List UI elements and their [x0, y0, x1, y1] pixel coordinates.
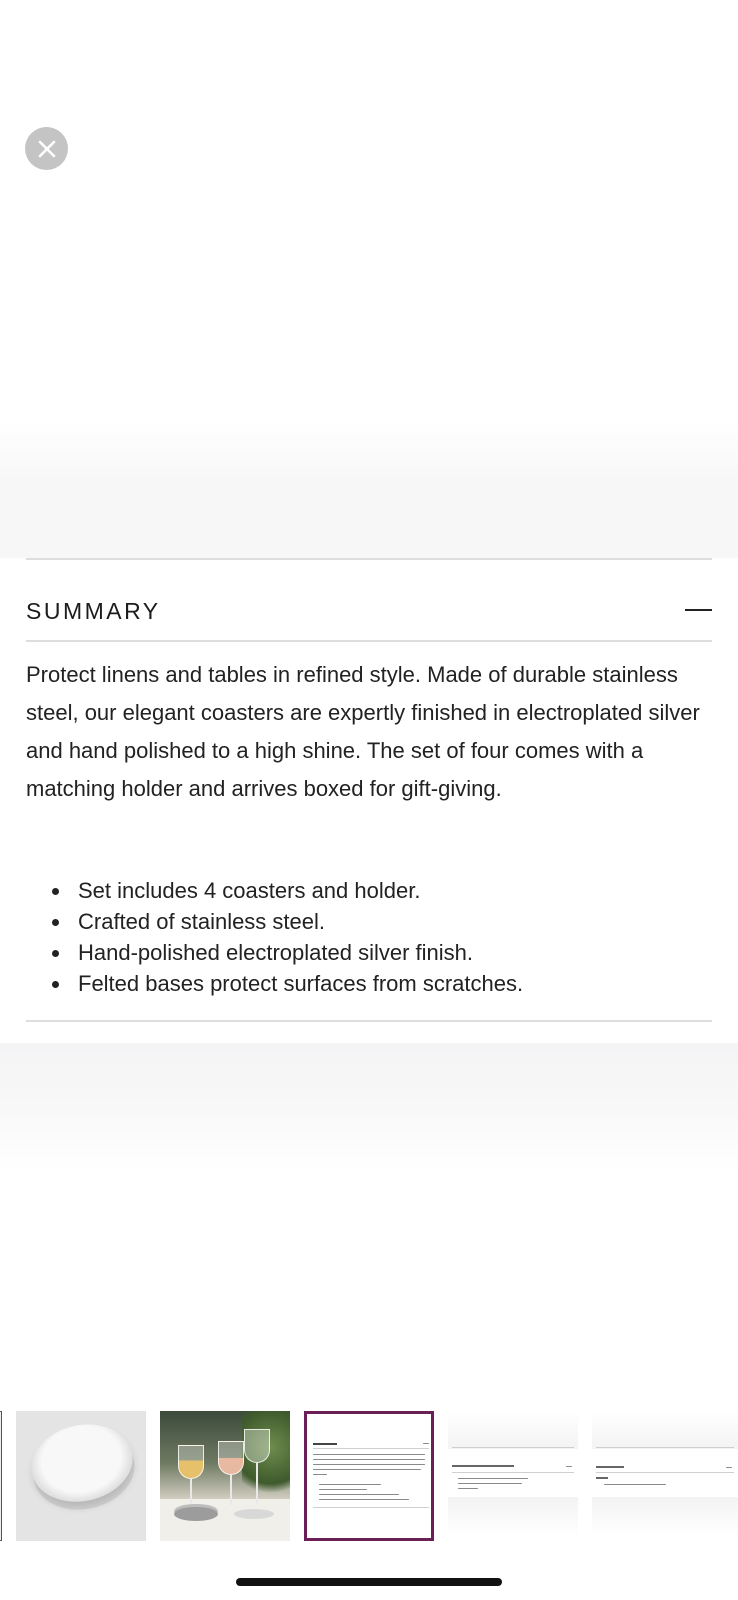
glass-stem [230, 1475, 232, 1505]
thumbnail-dimensions[interactable] [448, 1411, 578, 1541]
table-surface [160, 1499, 290, 1541]
mini-divider [313, 1507, 429, 1508]
wine-glass [244, 1429, 270, 1463]
glass-stem [190, 1479, 192, 1509]
mini-minus [726, 1467, 732, 1468]
mini-divider [452, 1447, 574, 1448]
mini-text-line [313, 1454, 425, 1455]
mini-bullet-line [319, 1489, 367, 1490]
feature-list [48, 875, 708, 999]
mini-bullet-line [604, 1484, 666, 1485]
mini-bullet-line [319, 1494, 399, 1495]
divider-top [26, 558, 712, 560]
mini-bullet-line [458, 1483, 522, 1484]
mini-text-line [313, 1459, 425, 1460]
mini-heading [313, 1443, 337, 1445]
feature-item: Hand-polished electroplated silver finish. [48, 937, 708, 968]
thumbnail-previous[interactable] [0, 1411, 2, 1541]
mini-divider [313, 1448, 429, 1449]
mini-text-line [313, 1464, 425, 1465]
wine-glass [178, 1445, 204, 1479]
mini-divider [452, 1472, 574, 1473]
mini-divider [596, 1447, 734, 1448]
mini-bullet-line [319, 1499, 409, 1500]
blur-top [592, 1411, 738, 1449]
thumbnail-use-care[interactable] [592, 1411, 738, 1541]
mini-bullet-line [319, 1484, 381, 1485]
summary-description: Protect linens and tables in refined style. Made of durable stainless steel, our elegant coasters are expertly finished in electroplated silver and hand polished to a high shine. The set of four comes with a matching holder and arrives boxed for gift-giving. [26, 662, 700, 801]
mini-minus [566, 1466, 572, 1467]
thumbnail-strip [0, 1411, 738, 1541]
thumbnail-summary-selected[interactable] [304, 1411, 434, 1541]
close-icon [37, 139, 57, 159]
mini-heading [596, 1466, 624, 1468]
image-fade-top [0, 420, 738, 558]
mini-bullet-line [458, 1478, 528, 1479]
mini-minus [423, 1443, 429, 1444]
thumbnail-wine-glasses[interactable] [160, 1411, 290, 1541]
mini-subheading [596, 1477, 608, 1479]
coaster-stack [174, 1507, 218, 1521]
divider-bottom [26, 1020, 712, 1022]
divider-heading [26, 640, 712, 642]
feature-item: Set includes 4 coasters and holder. [48, 875, 708, 906]
summary-panel [0, 558, 738, 1043]
blur-bottom [448, 1497, 578, 1537]
home-indicator[interactable] [236, 1578, 502, 1586]
summary-heading: SUMMARY [26, 598, 161, 624]
thumbnail-coaster[interactable] [16, 1411, 146, 1541]
wine-glass [218, 1441, 244, 1475]
mini-divider [596, 1472, 734, 1473]
blur-bottom [592, 1497, 738, 1537]
image-fade-bottom [0, 1043, 738, 1171]
mini-bullet-line [458, 1488, 478, 1489]
feature-item: Crafted of stainless steel. [48, 906, 708, 937]
mini-text-line [313, 1469, 421, 1470]
close-button[interactable] [25, 127, 68, 170]
mini-text-line [313, 1474, 327, 1475]
feature-item: Felted bases protect surfaces from scratches. [48, 968, 708, 999]
minus-icon[interactable] [685, 609, 712, 611]
mini-heading [452, 1465, 514, 1467]
coaster [234, 1509, 274, 1519]
blur-top [448, 1411, 578, 1449]
glass-stem [256, 1463, 258, 1503]
